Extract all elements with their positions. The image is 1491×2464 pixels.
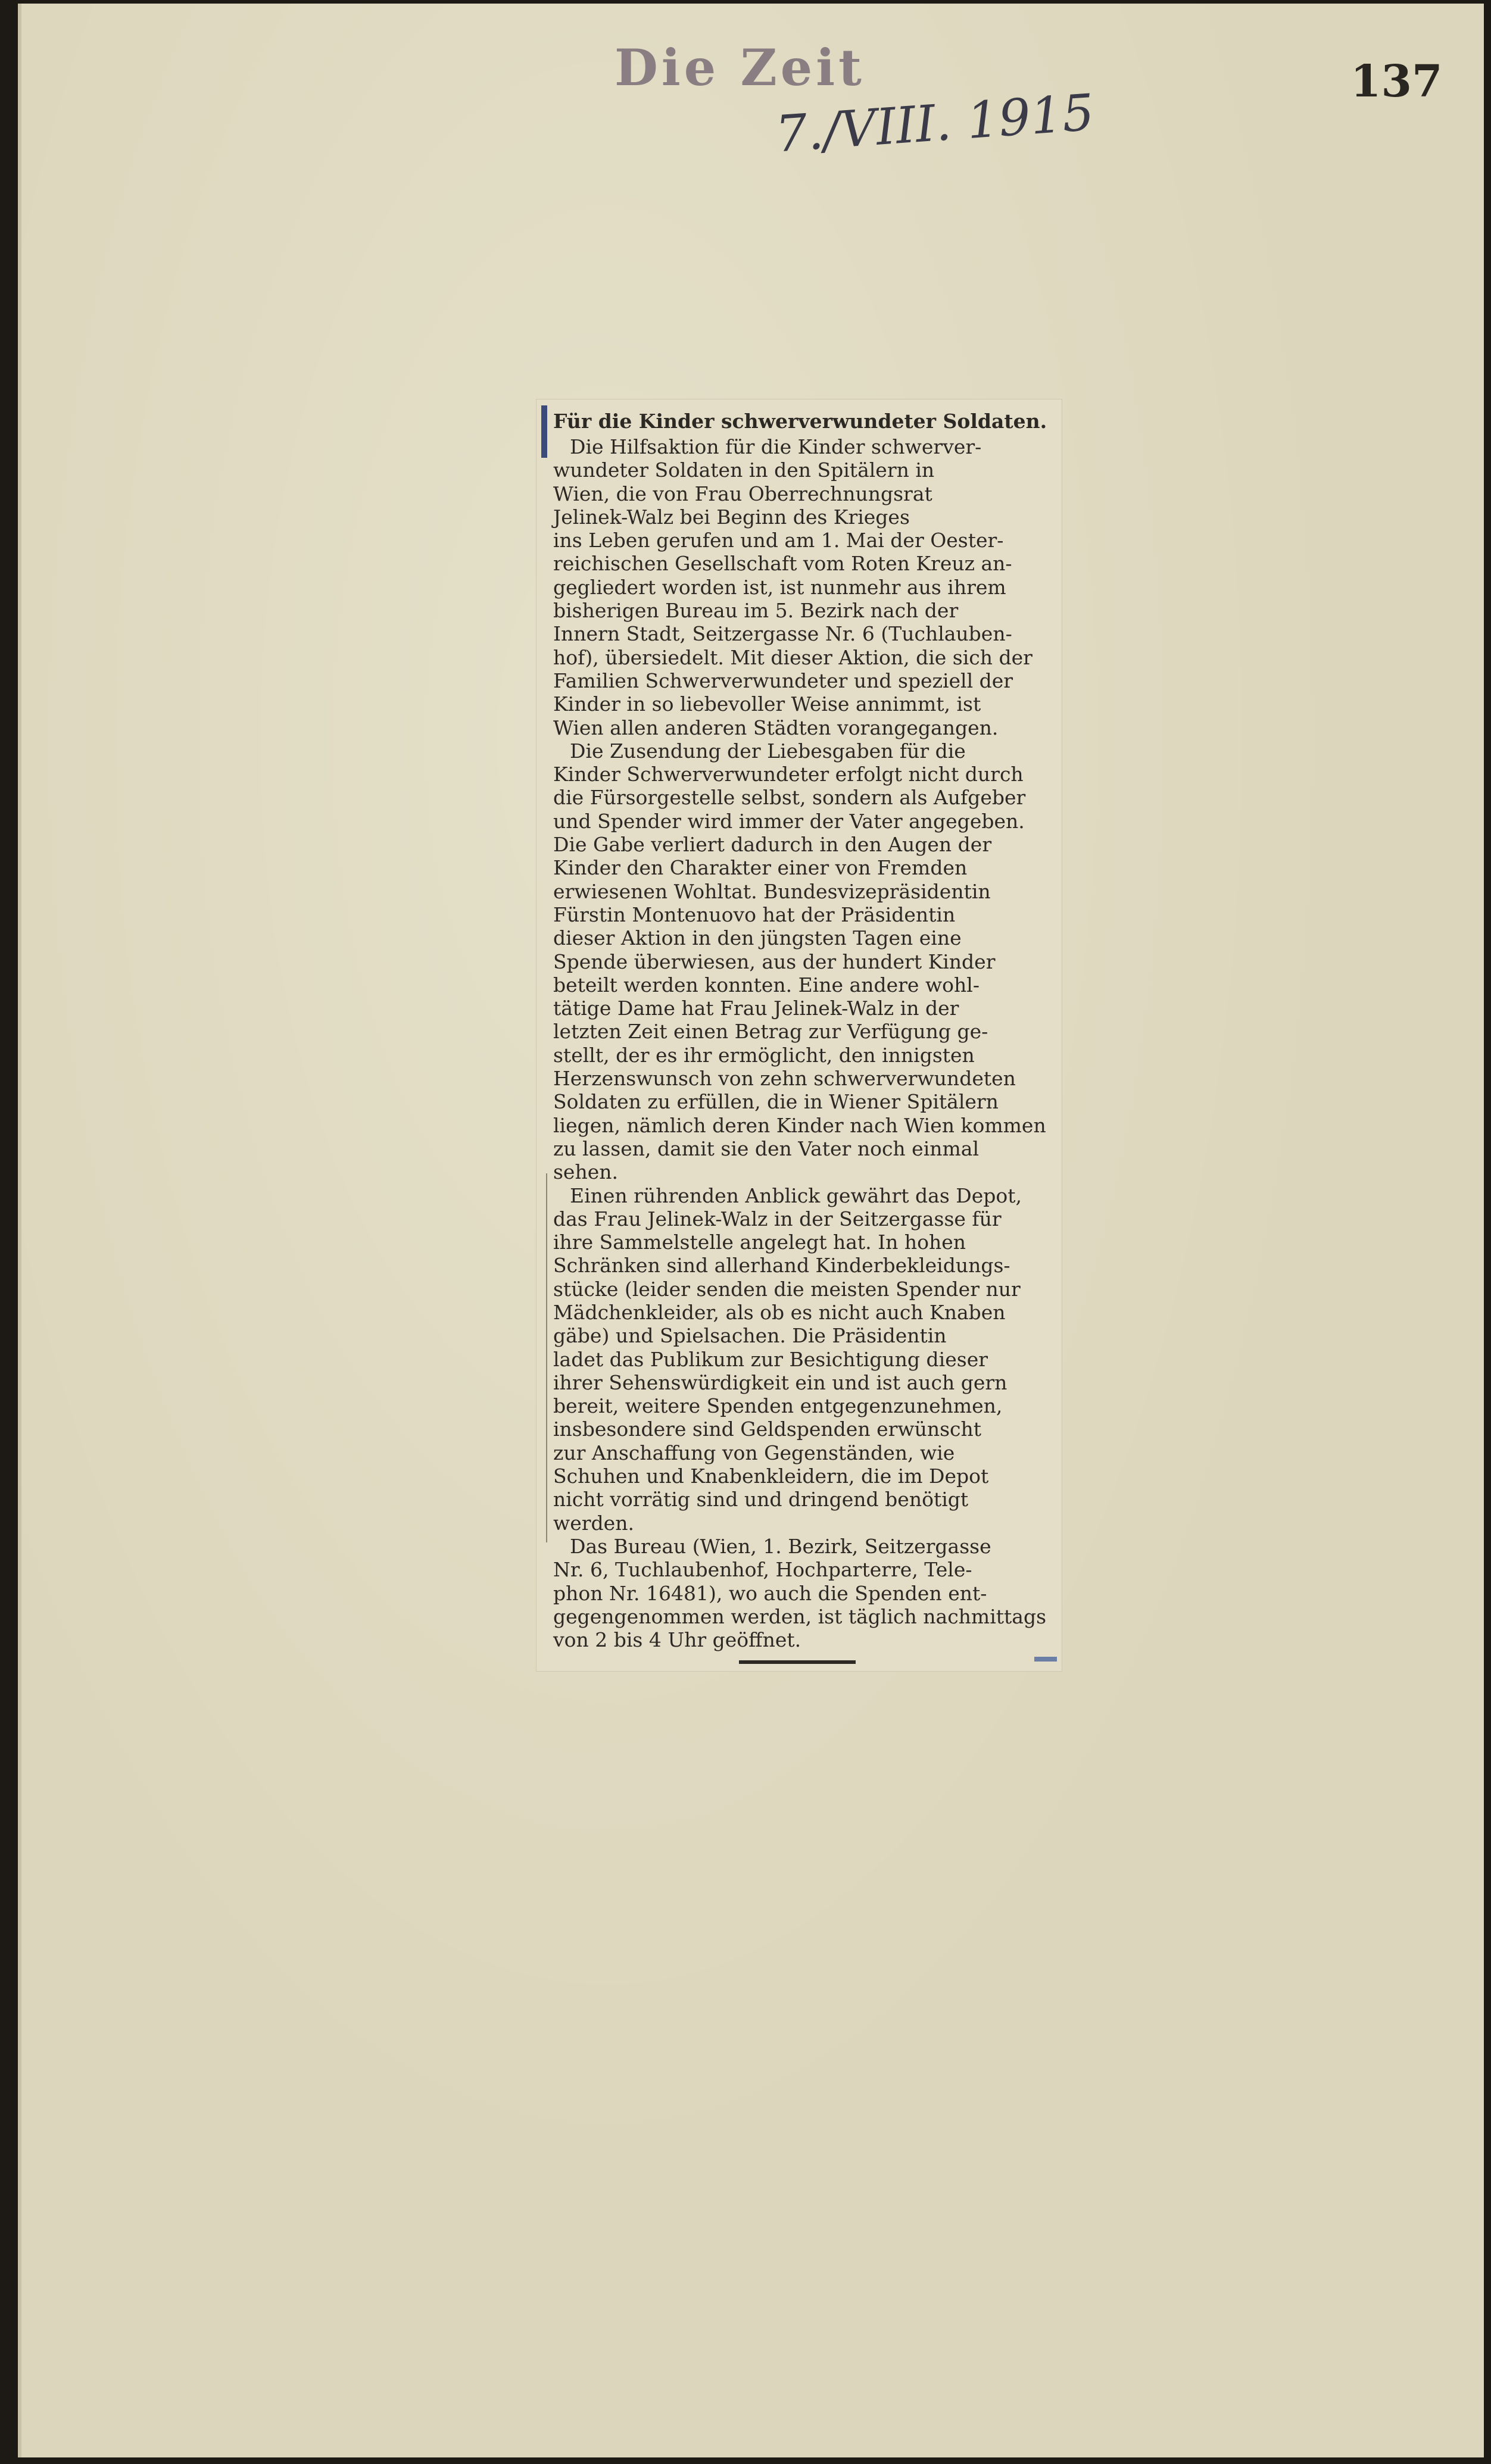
article-line: stellt, der es ihr ermöglicht, den innigsten [553,1043,975,1067]
article-line: zu lassen, damit sie den Vater noch einmal [553,1136,980,1160]
article-line: Familien Schwerverwundeter und speziell der [553,669,1013,692]
article-line: Die Zusendung der Liebesgaben für die [570,739,966,763]
article-body [553,435,1056,1651]
article-line: phon Nr. 16481), wo auch die Spenden ent- [553,1581,987,1605]
article-line: nicht vorrätig sind und dringend benötigt [553,1488,969,1511]
article-line: ins Leben gerufen und am 1. Mai der Oester- [553,529,1004,552]
article-line: Herzenswunsch von zehn schwerverwundeten [553,1067,1016,1091]
article-line: beteilt werden konnten. Eine andere wohl- [553,973,980,997]
article-line: wundeter Soldaten in den Spitälern in [553,458,935,482]
article-line: Kinder in so liebevoller Weise annimmt, ist [553,692,981,716]
article-line: gäbe) und Spielsachen. Die Präsidentin [553,1324,947,1348]
article-line: bereit, weitere Spenden entgegenzunehmen, [553,1394,1003,1418]
corner-mark [1034,1657,1057,1662]
article-line: erwiesenen Wohltat. Bundesvizepräsidentin [553,879,991,903]
article-line: ihre Sammelstelle angelegt hat. In hohen [553,1231,966,1254]
end-rule [739,1660,856,1664]
handwritten-date: 7./VIII. 1915 [773,83,1096,164]
article-line: Kinder Schwerverwundeter erfolgt nicht durch [553,763,1024,786]
article-paragraph [553,435,1056,739]
article-line: Nr. 6, Tuchlaubenhof, Hochparterre, Tele- [553,1558,972,1582]
article-line: Mädchenkleider, als ob es nicht auch Knaben [553,1300,1006,1324]
clipping-edge-mark [541,405,547,458]
article-line: und Spender wird immer der Vater angegeben. [553,809,1025,833]
article-line: ladet das Publikum zur Besichtigung dieser [553,1347,988,1371]
article-line: das Frau Jelinek-Walz in der Seitzergasse für [553,1207,1002,1231]
article-line: Fürstin Montenuovo hat der Präsidentin [553,902,956,926]
article-line: stücke (leider senden die meisten Spender nur [553,1277,1021,1301]
article-headline: Für die Kinder schwerverwundeter Soldaten. [553,410,1047,433]
article-line: reichischen Gesellschaft vom Roten Kreuz an- [553,552,1012,576]
article-line: hof), übersiedelt. Mit dieser Aktion, die sich der [553,645,1033,669]
article-line: die Fürsorgestelle selbst, sondern als Aufgeber [553,786,1026,810]
article-line: Schränken sind allerhand Kinderbekleidungs- [553,1254,1010,1278]
article-line: ihrer Sehenswürdigkeit ein und ist auch gern [553,1370,1007,1394]
article-line: Wien allen anderen Städten vorangegangen. [553,716,999,739]
page-number: 137 [1350,56,1443,107]
article-line: Schuhen und Knabenkleidern, die im Depot [553,1464,989,1488]
archive-sheet [18,4,1484,2457]
newspaper-clipping [536,399,1062,1672]
article-line: Innern Stadt, Seitzergasse Nr. 6 (Tuchlauben- [553,622,1012,646]
article-line: Wien, die von Frau Oberrechnungsrat [553,482,932,505]
article-line: Die Gabe verliert dadurch in den Augen der [553,833,992,857]
article-line: bisherigen Bureau im 5. Bezirk nach der [553,599,959,623]
clipping-margin-line [546,1173,547,1542]
article-line: liegen, nämlich deren Kinder nach Wien kommen [553,1113,1046,1137]
article-line: Einen rührenden Anblick gewährt das Depot, [570,1183,1022,1207]
article-line: zur Anschaffung von Gegenständen, wie [553,1441,955,1464]
article-line: Spende überwiesen, aus der hundert Kinder [553,950,996,973]
article-line: tätige Dame hat Frau Jelinek-Walz in der [553,997,959,1020]
article-paragraph [553,739,1056,1184]
article-line: Das Bureau (Wien, 1. Bezirk, Seitzergasse [570,1534,991,1558]
article-line: gegengenommen werden, ist täglich nachmittags [553,1604,1047,1628]
article-line: sehen. [553,1160,618,1184]
article-line: werden. [553,1511,634,1535]
article-line: dieser Aktion in den jüngsten Tagen eine [553,926,962,950]
article-line: Soldaten zu erfüllen, die in Wiener Spitälern [553,1090,999,1114]
newspaper-stamp: Die Zeit [615,38,865,97]
article-paragraph [553,1184,1056,1535]
article-line: Jelinek-Walz bei Beginn des Krieges [553,505,910,529]
article-line: letzten Zeit einen Betrag zur Verfügung ge- [553,1020,988,1044]
article-line: insbesondere sind Geldspenden erwünscht [553,1417,982,1441]
article-paragraph [553,1535,1056,1651]
article-line: von 2 bis 4 Uhr geöffnet. [553,1628,801,1652]
article-line: gegliedert worden ist, ist nunmehr aus ihrem [553,575,1006,599]
article-line: Die Hilfsaktion für die Kinder schwerver- [570,435,982,458]
article-line: Kinder den Charakter einer von Fremden [553,856,968,880]
